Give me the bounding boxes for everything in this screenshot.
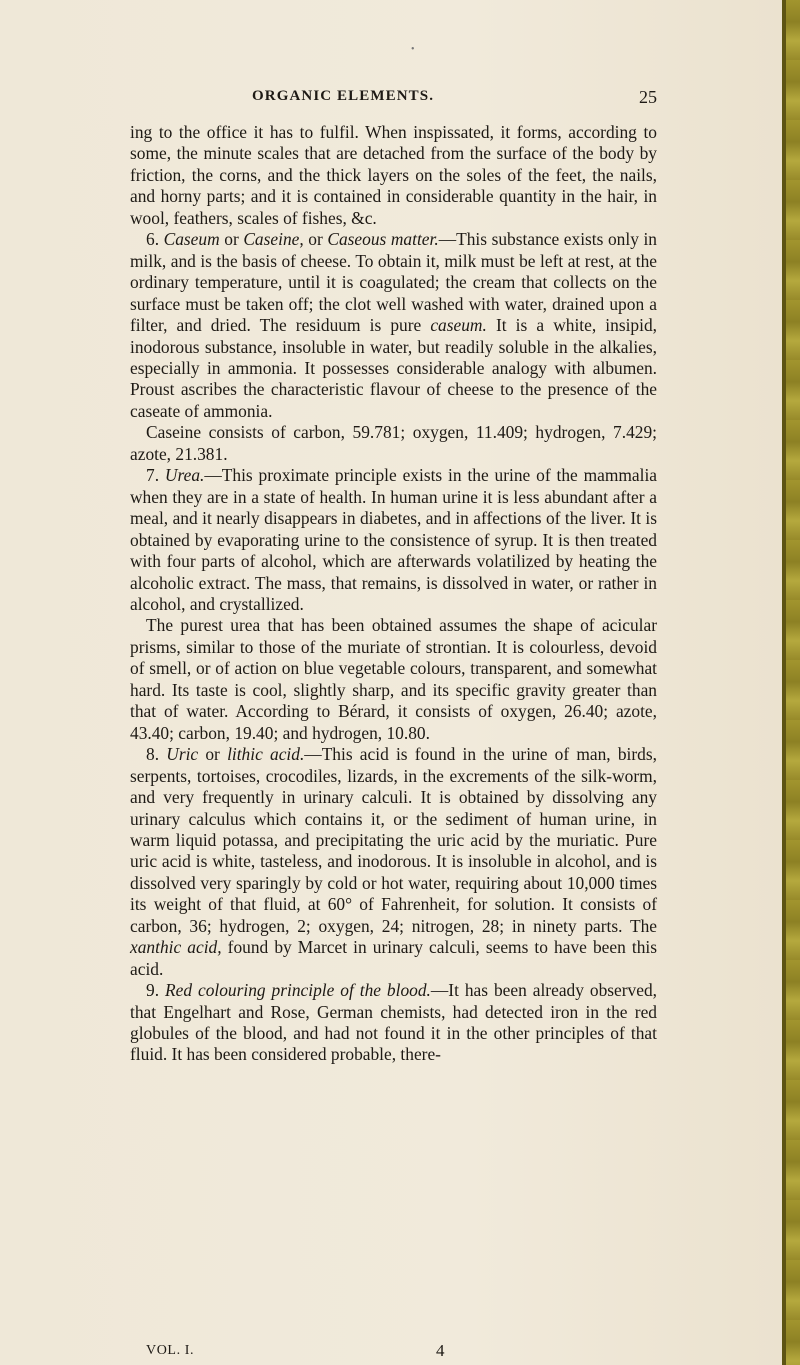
paragraph-caseine-composition: Caseine consists of carbon, 59.781; oxygen, 11.409; hydrogen, 7.429; azote, 21.381. — [130, 422, 657, 464]
page-footer — [130, 1343, 657, 1363]
section-urea — [130, 465, 657, 615]
section-number: 8. — [146, 744, 160, 765]
page-number: 25 — [639, 87, 657, 107]
page-speck: • — [411, 44, 415, 55]
section-text: found by Marcet in urinary calculi, seems to have been this acid. — [130, 937, 658, 979]
connector-text: or — [219, 229, 244, 250]
emphasis-text: xanthic acid, — [130, 937, 222, 958]
section-text: —It has been already observed, that Engelhart and Rose, German chemists, had detected iron in the red globules of the blood, and had not found it in the other principles of that fluid. It has been considered probable, there- — [130, 980, 657, 1065]
section-title: lithic acid. — [227, 744, 305, 765]
emphasis-text: caseum. — [430, 315, 487, 336]
section-uric-acid — [130, 744, 657, 980]
section-text: —This acid is found in the urine of man, birds, serpents, tortoises, crocodiles, lizards, in the excrements of the silk-worm, and very frequently in urinary calculi. It is obtained by dissolving any urinary calculus which contains it, or the sediment of human urine, in warm liquid potassa, and precipitating the uric acid by the muriatic. Pure uric acid is white, tasteless, and inodorous. It is insoluble in alcohol, and is dissolved very sparingly by cold or hot water, requiring about 10,000 times its weight of that fluid, at 60° of Fahrenheit, for solution. It consists of carbon, 36; hydrogen, 2; oxygen, 24; nitrogen, 28; in ninety parts. The — [130, 744, 657, 936]
section-title: Red colouring principle of the blood. — [165, 980, 431, 1001]
paragraph-continued: ing to the office it has to fulfil. When inspissated, it forms, according to some, the minute scales that are detached from the surface of the body by friction, the corns, and the thick layers on the soles of the feet, the nails, and horny parts; and it is contained in considerable quantity in the hair, in wool, feathers, scales of fishes, &c. — [130, 122, 657, 228]
volume-mark: VOL. I. — [146, 1343, 195, 1358]
section-title: Caseine, — [243, 229, 304, 250]
paragraph-urea-properties: The purest urea that has been obtained assumes the shape of acicular prisms, similar to those of the muriate of strontian. It is colourless, devoid of smell, or of action on blue vegetable colours, transparent, and somewhat hard. Its taste is cool, slightly sharp, and its specific gravity greater than that of water. According to Bérard, it consists of oxygen, 26.40; azote, 43.40; carbon, 19.40; and hydrogen, 10.80. — [130, 615, 657, 743]
section-text: —This proximate principle exists in the urine of the mammalia when they are in a state of health. In human urine it is less abundant after a meal, and it nearly disappears in diabetes, and in affections of the liver. It is obtained by evaporating urine to the consistence of syrup. It is then treated with four parts of alcohol, which are afterwards volatilized by heating the alcoholic extract. The mass, that remains, is dissolved in water, or rather in alcohol, and crystallized. — [130, 465, 657, 614]
section-title: Caseous matter. — [327, 229, 439, 250]
section-number: 9. — [146, 980, 160, 1001]
section-title: Caseum — [163, 229, 220, 250]
page-header — [130, 87, 657, 109]
section-text: It is a white, insipid, inodorous substance, insoluble in water, but readily soluble in the alkalies, especially in ammonia. It possesses considerable analogy with albumen. Proust ascribes the characteristic flavour of cheese to the presence of the caseate of ammonia. — [130, 315, 657, 421]
connector-text: or — [198, 744, 228, 765]
section-number: 6. — [146, 229, 160, 250]
section-title: Urea. — [164, 465, 205, 486]
section-caseum — [130, 229, 657, 422]
page-body — [130, 122, 657, 1066]
section-red-colouring-principle — [130, 980, 657, 1066]
section-number: 7. — [146, 465, 160, 486]
connector-text: or — [303, 229, 328, 250]
signature-mark: 4 — [436, 1341, 445, 1360]
section-text: —This substance exists only in milk, and is the basis of cheese. To obtain it, milk must be left at rest, at the ordinary temperature, until it is coagulated; the cream that collects on the surface must be taken off; the clot well washed with water, drained upon a filter, and dried. The residuum is pure — [130, 229, 657, 336]
running-head: ORGANIC ELEMENTS. — [252, 88, 435, 104]
book-fore-edge — [782, 0, 800, 1365]
section-title: Uric — [166, 744, 199, 765]
